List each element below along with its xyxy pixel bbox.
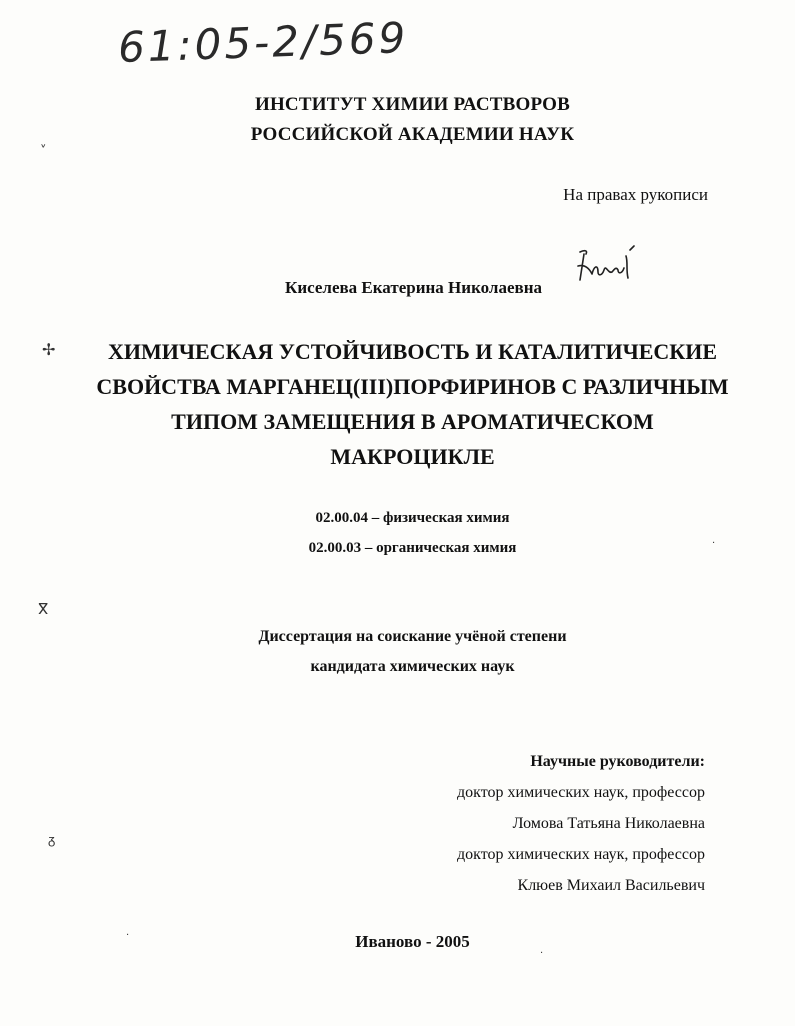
scan-speck-icon: ᵹ: [48, 833, 56, 848]
degree-line-1: Диссертация на соискание учёной степени: [258, 628, 567, 645]
institute-name: [60, 90, 765, 150]
title-line-3: ТИПОМ ЗАМЕЩЕНИЯ В АРОМАТИЧЕСКОМ: [171, 409, 654, 434]
supervisor-1-name: Ломова Татьяна Николаевна: [512, 815, 705, 832]
dissertation-degree: [60, 622, 765, 682]
handwritten-archive-number: 61:05-2/569: [117, 12, 410, 73]
rights-note: На правах рукописи: [563, 185, 708, 204]
specialty-1: 02.00.04 – физическая химия: [315, 510, 510, 526]
institute-line-2: РОССИЙСКОЙ АКАДЕМИИ НАУК: [250, 124, 575, 145]
title-line-1: ХИМИЧЕСКАЯ УСТОЙЧИВОСТЬ И КАТАЛИТИЧЕСКИЕ: [107, 339, 718, 364]
supervisor-2-degree: доктор химических наук, профессор: [457, 846, 705, 863]
scan-speck-icon: ⴳ: [38, 600, 49, 618]
scan-speck-icon: ·: [540, 948, 544, 959]
scan-speck-icon: ˅: [40, 144, 47, 159]
institute-line-1: ИНСТИТУТ ХИМИИ РАСТВОРОВ: [254, 94, 571, 115]
supervisor-1-degree: доктор химических наук, профессор: [457, 784, 705, 801]
supervisor-2-name: Клюев Михаил Васильевич: [517, 877, 705, 894]
specialty-2: 02.00.03 – органическая химия: [308, 540, 517, 556]
scan-speck-icon: ·: [712, 538, 716, 549]
specialties-block: [60, 503, 765, 563]
city-year: Иваново - 2005: [355, 932, 470, 951]
scan-speck-icon: ·: [126, 930, 130, 941]
supervisors-header: Научные руководители:: [530, 753, 705, 770]
scan-speck-icon: ✢: [42, 340, 56, 359]
supervisors-block: [457, 746, 705, 901]
dissertation-title: [60, 334, 765, 474]
author-name: Киселева Екатерина Николаевна: [285, 278, 542, 297]
handwritten-signature-icon: [574, 244, 644, 288]
degree-line-2: кандидата химических наук: [310, 658, 515, 675]
title-line-2: СВОЙСТВА МАРГАНЕЦ(III)ПОРФИРИНОВ С РАЗЛИЧНЫМ: [96, 374, 729, 399]
title-line-4: МАКРОЦИКЛЕ: [330, 444, 495, 469]
